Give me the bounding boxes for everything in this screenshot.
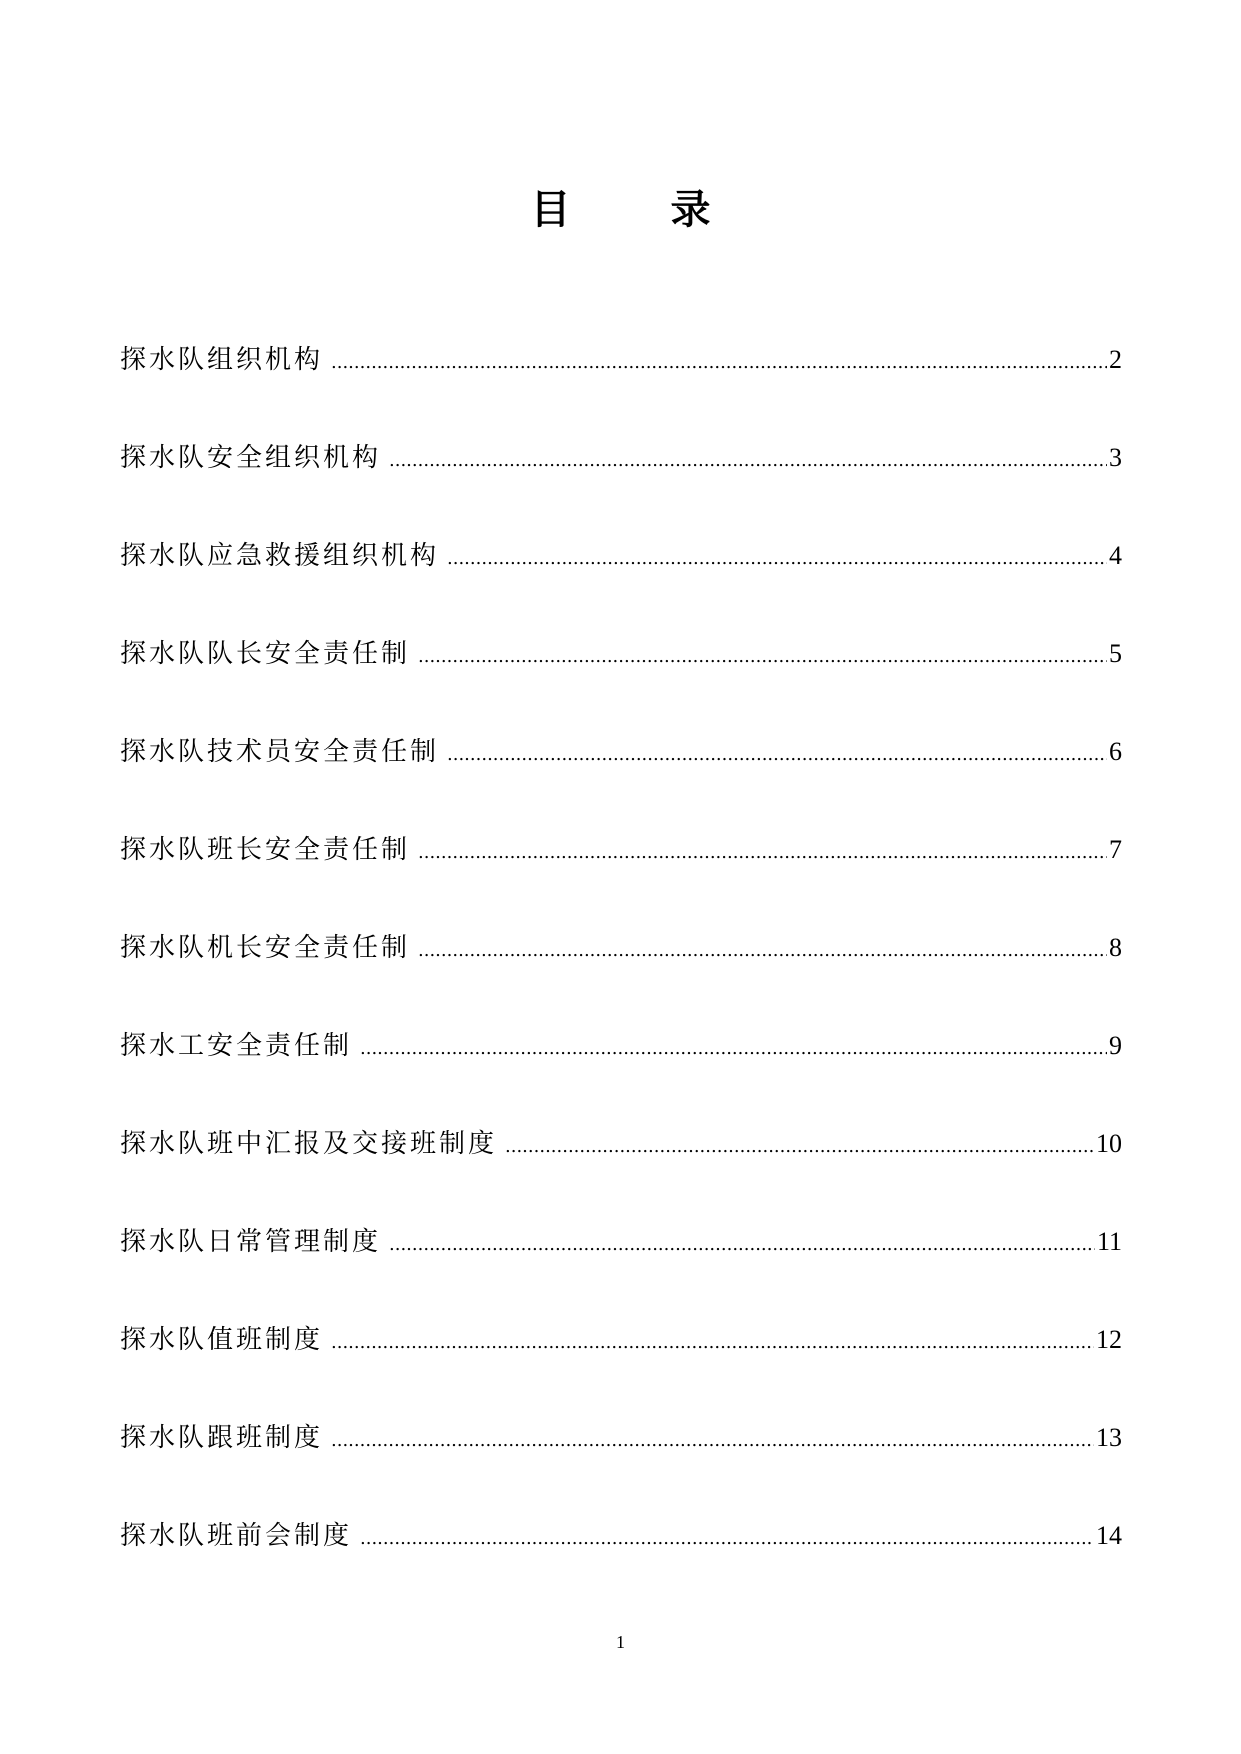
toc-entry[interactable]: [120, 340, 1122, 438]
toc-entry-title: 探水队跟班制度: [120, 1423, 324, 1453]
toc-entry-page: 10: [1096, 1129, 1122, 1158]
toc-entry[interactable]: [120, 1418, 1122, 1516]
toc-entry-title: 探水队队长安全责任制: [120, 639, 411, 669]
toc-entry-page: 9: [1109, 1031, 1122, 1060]
toc-leader-dots: [331, 343, 1107, 383]
toc-entry-page: 6: [1109, 737, 1122, 766]
title-char-2: 录: [670, 187, 711, 233]
toc-leader-dots: [418, 833, 1107, 873]
toc-entry-page: 7: [1109, 835, 1122, 864]
title-char-1: 目: [530, 187, 571, 233]
toc-entry-title: 探水队班中汇报及交接班制度: [120, 1129, 498, 1159]
toc-entry[interactable]: [120, 1516, 1122, 1614]
toc-entry-page: 11: [1096, 1227, 1122, 1256]
footer-page-number: 1: [616, 1632, 625, 1652]
toc-entry[interactable]: [120, 536, 1122, 634]
toc-entry-title: 探水工安全责任制: [120, 1031, 353, 1061]
toc-entry[interactable]: [120, 1124, 1122, 1222]
toc-entry-title: 探水队日常管理制度: [120, 1227, 382, 1257]
toc-entry-page: 8: [1109, 933, 1122, 962]
toc-leader-dots: [360, 1029, 1107, 1069]
toc-entry[interactable]: [120, 830, 1122, 928]
toc-entry[interactable]: [120, 1026, 1122, 1124]
toc-leader-dots: [389, 441, 1107, 481]
toc-leader-dots: [418, 931, 1107, 971]
page-title: [0, 180, 1241, 240]
toc-leader-dots: [331, 1421, 1094, 1461]
toc-entry[interactable]: [120, 634, 1122, 732]
toc-entry-page: 14: [1096, 1521, 1122, 1550]
toc-leader-dots: [447, 539, 1107, 579]
toc-entry-title: 探水队班前会制度: [120, 1521, 353, 1551]
toc-entry-title: 探水队应急救援组织机构: [120, 541, 440, 571]
toc-entry-page: 2: [1109, 345, 1122, 374]
toc-entry[interactable]: [120, 1320, 1122, 1418]
toc-entry[interactable]: [120, 1222, 1122, 1320]
toc-entry[interactable]: [120, 438, 1122, 536]
toc-leader-dots: [360, 1519, 1094, 1559]
toc-entry-title: 探水队组织机构: [120, 345, 324, 375]
toc-entry-page: 12: [1096, 1325, 1122, 1354]
toc-entry[interactable]: [120, 928, 1122, 1026]
toc-entry-page: 13: [1096, 1423, 1122, 1452]
toc-entry-title: 探水队技术员安全责任制: [120, 737, 440, 767]
toc-entry[interactable]: [120, 732, 1122, 830]
toc-leader-dots: [389, 1225, 1095, 1265]
toc-entry-title: 探水队值班制度: [120, 1325, 324, 1355]
toc-entry-title: 探水队安全组织机构: [120, 443, 382, 473]
toc-leader-dots: [447, 735, 1107, 775]
toc-entry-title: 探水队机长安全责任制: [120, 933, 411, 963]
toc-leader-dots: [418, 637, 1107, 677]
toc-entry-page: 3: [1109, 443, 1122, 472]
toc-leader-dots: [331, 1323, 1094, 1363]
toc-entry-page: 5: [1109, 639, 1122, 668]
toc-entry-title: 探水队班长安全责任制: [120, 835, 411, 865]
table-of-contents: [120, 340, 1122, 1614]
toc-leader-dots: [505, 1127, 1094, 1167]
toc-entry-page: 4: [1109, 541, 1122, 570]
